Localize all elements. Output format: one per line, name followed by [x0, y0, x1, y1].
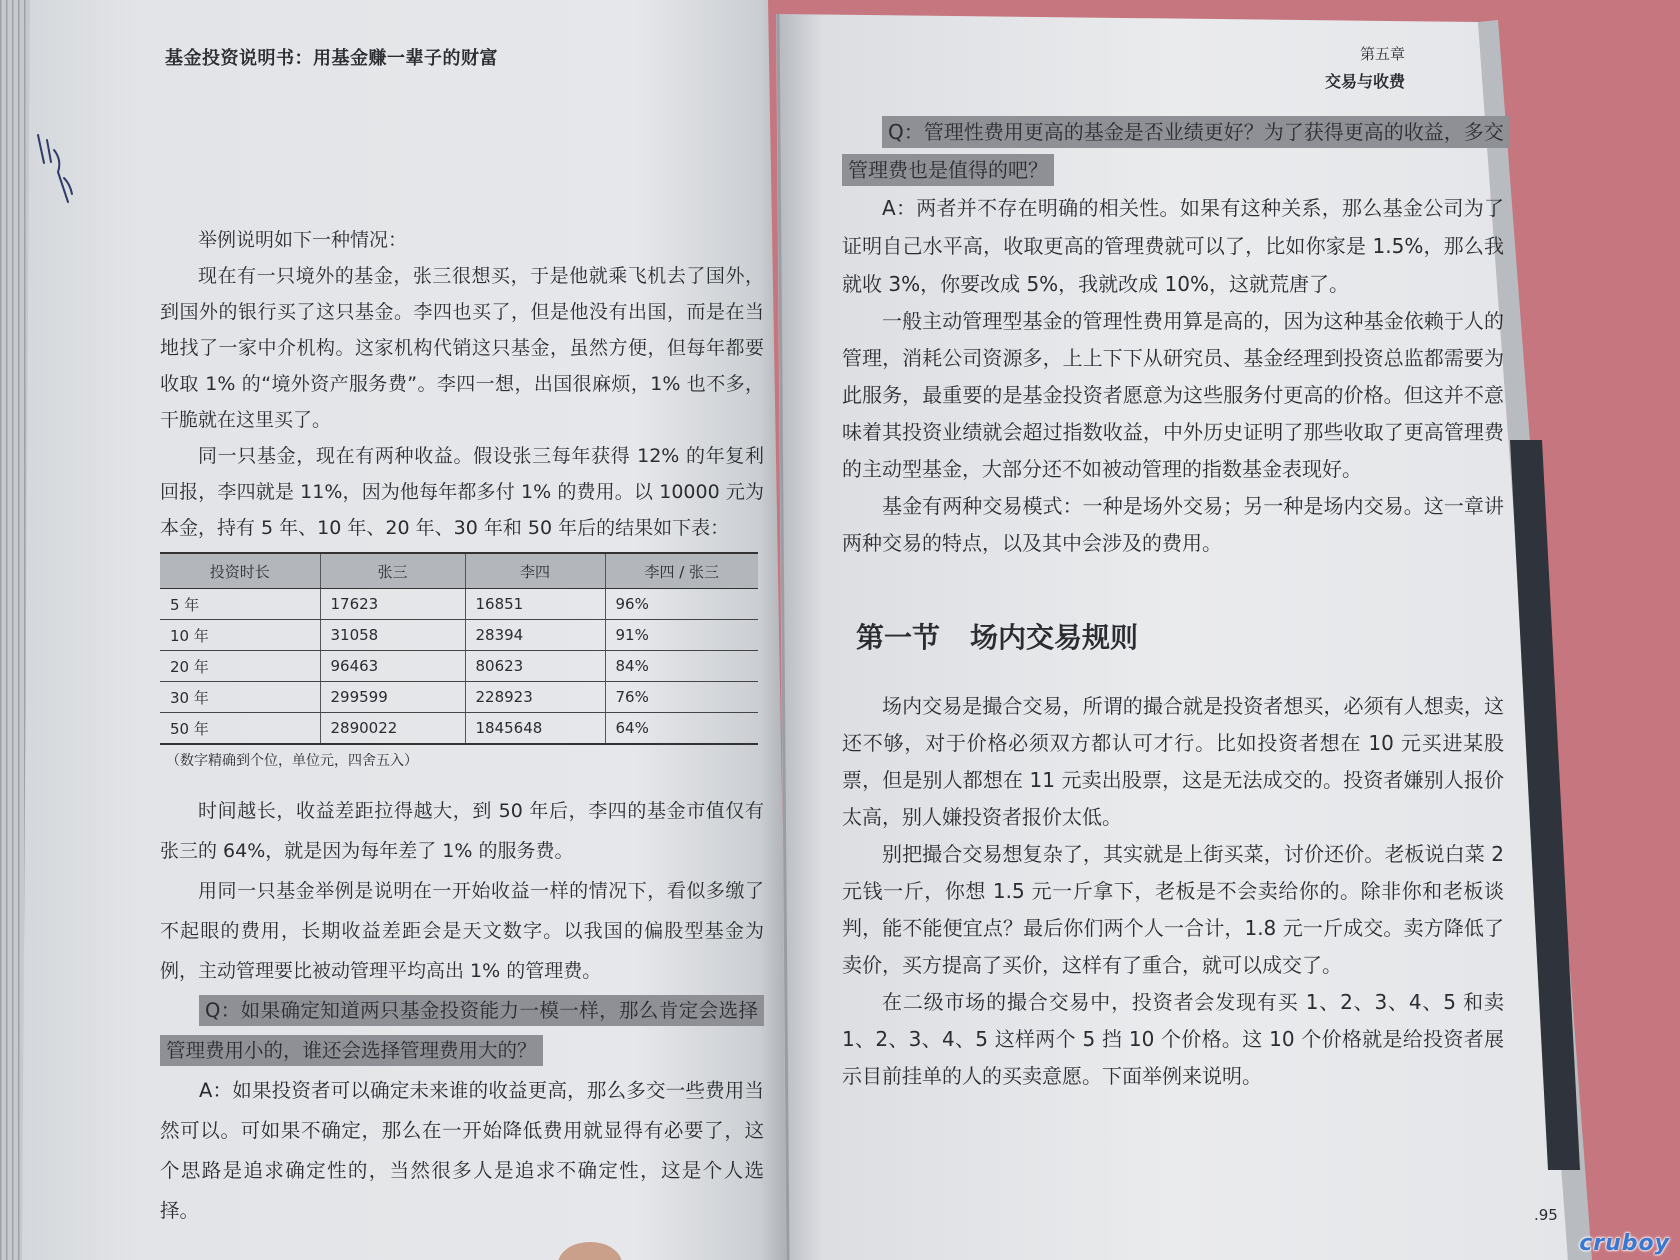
table-cell: 299599 [320, 682, 465, 713]
table-cell: 28394 [465, 620, 605, 651]
table-cell: 64% [605, 713, 758, 745]
table-cell: 5 年 [160, 589, 320, 620]
table-cell: 20 年 [160, 651, 320, 682]
table-cell: 80623 [465, 651, 605, 682]
section-title: 场内交易规则 [970, 621, 1139, 654]
table-cell: 91% [605, 620, 758, 651]
chapter-number: 第五章 [1359, 45, 1405, 63]
table-header-cell: 张三 [320, 553, 465, 589]
table-row [160, 713, 758, 745]
table-row [160, 682, 758, 713]
section-number: 第一节 [856, 621, 941, 654]
question-highlight: Q：管理性费用更高的基金是否业绩更好？为了获得更高的收益，多交管理费也是值得的吧？ [842, 116, 1510, 186]
question-highlight: Q：如果确定知道两只基金投资能力一模一样，那么肯定会选择管理费用小的，谁还会选择管理费用大的？ [160, 995, 764, 1066]
qa-block [842, 113, 1504, 303]
table-cell: 84% [605, 651, 758, 682]
table-row [160, 589, 758, 620]
table-cell: 30 年 [160, 682, 320, 713]
chapter-header [1325, 40, 1405, 96]
table-cell: 96463 [320, 651, 465, 682]
table-cell: 17623 [320, 589, 465, 620]
table-cell: 2890022 [320, 713, 465, 745]
answer: A：如果投资者可以确定未来谁的收益更高，那么多交一些费用当然可以。可如果不确定，那么在一开始降低费用就显得有必要了，这个思路是追求确定性的，当然很多人是追求不确定性，这是个人选择。 [160, 1079, 764, 1222]
table-header-cell: 投资时长 [160, 553, 320, 589]
paragraph: 用同一只基金举例是说明在一开始收益一样的情况下，看似多缴了不起眼的费用，长期收益差距会是天文数字。以我国的偏股型基金为例，主动管理要比被动管理平均高出 1% 的管理费。 [160, 880, 764, 982]
right-page-body [842, 113, 1504, 1095]
paragraph: 基金有两种交易模式：一种是场外交易；另一种是场内交易。这一章讲两种交易的特点，以及其中会涉及的费用。 [842, 494, 1504, 555]
paragraph: 别把撮合交易想复杂了，其实就是上街买菜，讨价还价。老板说白菜 2 元钱一斤，你想 1.5 元一斤拿下，老板是不会卖给你的。除非你和老板谈判，能不能便宜点？最后你们两个人一合计，1.8 元一斤成交。卖方降低了卖价，买方提高了买价，这样有了重合，就可以成交了。 [842, 842, 1504, 977]
returns-table [160, 552, 758, 745]
table-row [160, 651, 758, 682]
question [160, 991, 764, 1071]
table-cell: 31058 [320, 620, 465, 651]
running-head: 基金投资说明书：用基金赚一辈子的财富 [165, 48, 498, 69]
table-cell: 10 年 [160, 620, 320, 651]
question [842, 113, 1504, 189]
table-header-row [160, 553, 758, 589]
chapter-title: 交易与收费 [1324, 72, 1405, 91]
table-caption: （数字精确到个位，单位元，四舍五入） [166, 753, 418, 769]
intro-section [160, 222, 764, 546]
page-number: .95 [1534, 1206, 1558, 1224]
left-page-body [160, 222, 764, 1231]
watermark: cruboy [1579, 1231, 1670, 1256]
section-heading [856, 618, 1504, 658]
answer: A：两者并不存在明确的相关性。如果有这种关系，那么基金公司为了证明自己水平高，收取更高的管理费就可以了，比如你家是 1.5%，那么我就收 3%，你要改成 5%，我就改成 10%，这就荒唐了。 [842, 196, 1504, 296]
table-cell: 16851 [465, 589, 605, 620]
table-cell: 76% [605, 682, 758, 713]
paragraph: 现在有一只境外的基金，张三很想买，于是他就乘飞机去了国外，到国外的银行买了这只基金。李四也买了，但是他没有出国，而是在当地找了一家中介机构。这家机构代销这只基金，虽然方便，但每年都要收取 1% 的“境外资产服务费”。李四一想，出国很麻烦，1% 也不多，干脆就在这里买了。 [160, 265, 764, 431]
table-cell: 50 年 [160, 713, 320, 745]
paragraph: 举例说明如下一种情况： [198, 229, 408, 251]
paragraph: 在二级市场的撮合交易中，投资者会发现有买 1、2、3、4、5 和卖 1、2、3、4、5 这样两个 5 挡 10 个价格。这 10 个价格就是给投资者展示目前挂单的人的买卖意愿。下面举例来说明。 [842, 990, 1504, 1088]
paragraph: 时间越长，收益差距拉得越大，到 50 年后，李四的基金市值仅有张三的 64%，就是因为每年差了 1% 的服务费。 [160, 800, 764, 862]
qa-block [160, 991, 764, 1231]
body-section [160, 791, 764, 991]
paragraph: 一般主动管理型基金的管理性费用算是高的，因为这种基金依赖于人的管理，消耗公司资源多，上上下下从研究员、基金经理到投资总监都需要为此服务，最重要的是基金投资者愿意为这些服务付更高的价格。但这并不意味着其投资业绩就会超过指数收益，中外历史证明了那些收取了更高管理费的主动型基金，大部分还不如被动管理的指数基金表现好。 [842, 309, 1504, 481]
table-cell: 1845648 [465, 713, 605, 745]
table-header-cell: 李四 / 张三 [605, 553, 758, 589]
table-cell: 96% [605, 589, 758, 620]
paragraph: 同一只基金，现在有两种收益。假设张三每年获得 12% 的年复利回报，李四就是 11%，因为他每年都多付 1% 的费用。以 10000 元为本金，持有 5 年、10 年、20 年、30 年和 50 年后的结果如下表： [160, 445, 764, 539]
table-row [160, 620, 758, 651]
table-cell: 228923 [465, 682, 605, 713]
paragraph: 场内交易是撮合交易，所谓的撮合就是投资者想买，必须有人想卖，这还不够，对于价格必须双方都认可才行。比如投资者想在 10 元买进某股票，但是别人都想在 11 元卖出股票，这是无法成交的。投资者嫌别人报价太高，别人嫌投资者报价太低。 [842, 694, 1504, 829]
table-header-cell: 李四 [465, 553, 605, 589]
